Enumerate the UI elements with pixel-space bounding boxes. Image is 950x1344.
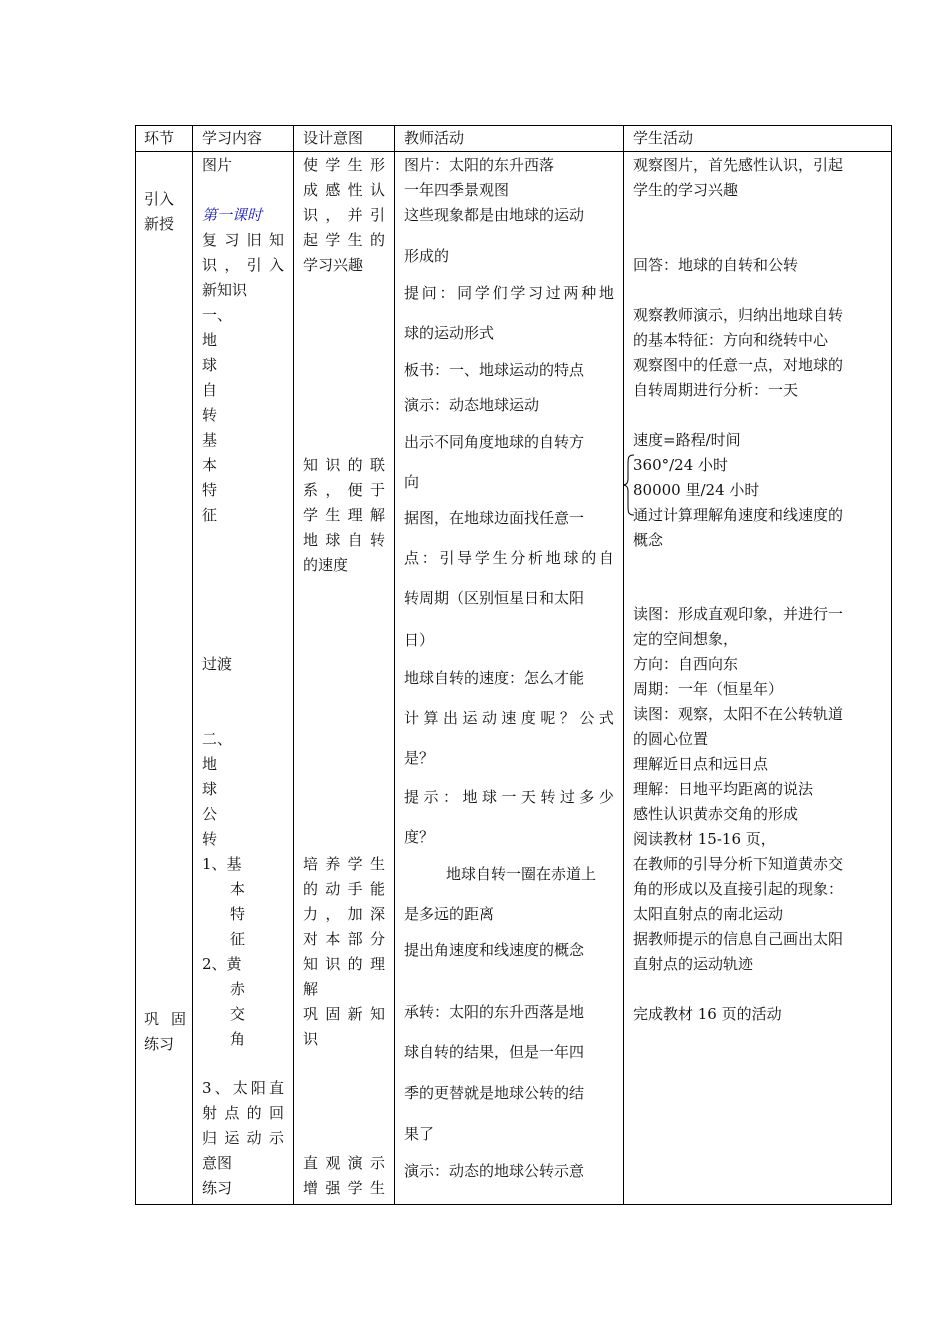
column-divider [192, 126, 193, 1204]
cell-text-line: 完成教材 16 页的活动 [633, 1005, 782, 1023]
cell-text-line: 果了 [404, 1125, 435, 1143]
cell-text-line: 计 算 出 运 动 速 度 呢 ？ 公 式 [404, 709, 614, 727]
lesson-plan-table [135, 125, 892, 1205]
column-divider [623, 126, 624, 1204]
cell-text-line: 回答：地球的自转和公转 [633, 256, 799, 274]
cell-text-line: 是多远的距离 [404, 905, 495, 923]
cell-text-line: 读图：观察，太阳不在公转轨道 [633, 705, 844, 723]
cell-text-line: 特 [202, 481, 218, 499]
cell-text-line: 感性认识黄赤交角的形成 [633, 805, 799, 823]
header-teacher: 教师活动 [404, 129, 465, 147]
cell-text-line: 季的更替就是地球公转的结 [404, 1084, 585, 1102]
cell-text-line: 地 球 自 转 [303, 531, 385, 549]
cell-text-line: 力 ， 加 深 [303, 905, 385, 923]
cell-text-line: 知 识 的 联 [303, 456, 385, 474]
cell-text-line: 使 学 生 形 [303, 156, 385, 174]
cell-text-line: 2、黄 [202, 955, 242, 973]
cell-text-line: 提出角速度和线速度的概念 [404, 941, 585, 959]
cell-text-line: 的 动 手 能 [303, 880, 385, 898]
cell-text-line: 的圆心位置 [633, 730, 709, 748]
cell-text-line: 的速度 [303, 556, 349, 574]
cell-text-line: 形成的 [404, 247, 450, 265]
cell-text-line: 新知识 [202, 281, 248, 299]
cell-text-line: 观察图片，首先感性认识，引起 [633, 156, 844, 174]
cell-text-line: 向 [404, 473, 420, 491]
cell-text-line: 角 [230, 1030, 246, 1048]
header-intent: 设计意图 [303, 129, 364, 147]
cell-text-line: 巩 固 新 知 [303, 1005, 385, 1023]
cell-text-line: 复 习 旧 知 [202, 231, 284, 249]
cell-text-line: 方向：自西向东 [633, 655, 739, 673]
cell-text-line: 赤 [230, 980, 246, 998]
stage-label: 巩 固 [144, 1010, 186, 1028]
cell-text-line: 自转周期进行分析：一天 [633, 381, 799, 399]
header-divider [136, 151, 891, 152]
cell-text-line: 度？ [404, 828, 435, 846]
cell-text-line: 自 [202, 381, 218, 399]
cell-text-line: 观察教师演示，归纳出地球自转 [633, 306, 844, 324]
cell-text-line: 这些现象都是由地球的运动 [404, 206, 585, 224]
cell-text-line: 球 [202, 780, 218, 798]
cell-text-line: 1、基 [202, 855, 242, 873]
cell-text-line: 地 [202, 331, 218, 349]
stage-label: 练习 [144, 1035, 175, 1053]
cell-text-line: 增 强 学 生 [303, 1179, 385, 1197]
cell-text-line: 太阳直射点的南北运动 [633, 905, 784, 923]
cell-text-line: 球自转的结果，但是一年四 [404, 1043, 585, 1061]
cell-text-line: 意图 [202, 1154, 233, 1172]
cell-text-line: 归 运 动 示 [202, 1129, 284, 1147]
header-stage: 环节 [144, 129, 175, 147]
cell-text-line: 承转：太阳的东升西落是地 [404, 1003, 585, 1021]
cell-text-line: 第一课时 [202, 206, 263, 224]
brace-icon [622, 454, 636, 516]
cell-text-line: 征 [202, 506, 218, 524]
cell-text-line: 地 [202, 755, 218, 773]
cell-text-line: 观察图中的任意一点，对地球的 [633, 356, 844, 374]
cell-text-line: 识 [303, 1030, 319, 1048]
cell-text-line: 阅读教材 15-16 页， [633, 830, 776, 848]
cell-text-line: 一、 [202, 306, 233, 324]
cell-text-line: 基 [202, 431, 218, 449]
cell-text-line: 交 [230, 1005, 246, 1023]
cell-text-line: 速度=路程/时间 [633, 431, 741, 449]
cell-text-line: 图片 [202, 156, 233, 174]
cell-text-line: 直射点的运动轨迹 [633, 955, 754, 973]
cell-text-line: 板书：一、地球运动的特点 [404, 361, 585, 379]
cell-text-line: 练习 [202, 1179, 233, 1197]
cell-text-line: 地球自转的速度：怎么才能 [404, 669, 585, 687]
cell-text-line: 80000 里/24 小时 [633, 481, 760, 499]
cell-text-line: 对 本 部 分 [303, 930, 385, 948]
cell-text-line: 周期：一年（恒星年） [633, 680, 784, 698]
cell-text-line: 出示不同角度地球的自转方 [404, 433, 585, 451]
cell-text-line: 提 示 ： 地 球 一 天 转 过 多 少 [404, 788, 614, 806]
cell-text-line: 在教师的引导分析下知道黄赤交 [633, 855, 844, 873]
cell-text-line: 系 ， 便 于 [303, 481, 385, 499]
cell-text-line: 据教师提示的信息自己画出太阳 [633, 930, 844, 948]
cell-text-line: 角的形成以及直接引起的现象： [633, 880, 844, 898]
cell-text-line: 培 养 学 生 [303, 855, 385, 873]
cell-text-line: 通过计算理解角速度和线速度的 [633, 506, 844, 524]
cell-text-line: 公 [202, 805, 218, 823]
column-divider [293, 126, 294, 1204]
header-student: 学生活动 [633, 129, 694, 147]
cell-text-line: 球 [202, 356, 218, 374]
cell-text-line: 本 [230, 880, 246, 898]
cell-text-line: 学 生 理 解 [303, 506, 385, 524]
cell-text-line: 征 [230, 930, 246, 948]
cell-text-line: 本 [202, 456, 218, 474]
cell-text-line: 二、 [202, 730, 233, 748]
cell-text-line: 一年四季景观图 [404, 181, 510, 199]
cell-text-line: 的基本特征：方向和绕转中心 [633, 331, 829, 349]
cell-text-line: 日） [404, 631, 435, 649]
cell-text-line: 是？ [404, 749, 435, 767]
cell-text-line: 读图：形成直观印象，并进行一 [633, 605, 844, 623]
cell-text-line: 地球自转一圈在赤道上 [446, 865, 597, 883]
cell-text-line: 特 [230, 905, 246, 923]
cell-text-line: 理解：日地平均距离的说法 [633, 780, 814, 798]
cell-text-line: 识 ， 并 引 [303, 206, 385, 224]
cell-text-line: 图片：太阳的东升西落 [404, 156, 555, 174]
cell-text-line: 转周期（区别恒星日和太阳 [404, 589, 585, 607]
cell-text-line: 据图，在地球边面找任意一 [404, 509, 585, 527]
cell-text-line: 知 识 的 理 [303, 955, 385, 973]
cell-text-line: 过渡 [202, 655, 233, 673]
cell-text-line: 提 问 ： 同 学 们 学 习 过 两 种 地 [404, 284, 614, 302]
cell-text-line: 解 [303, 980, 319, 998]
cell-text-line: 学生的学习兴趣 [633, 181, 739, 199]
cell-text-line: 概念 [633, 531, 664, 549]
column-divider [394, 126, 395, 1204]
cell-text-line: 演示：动态地球运动 [404, 396, 540, 414]
cell-text-line: 360°/24 小时 [633, 456, 729, 474]
cell-text-line: 学习兴趣 [303, 256, 364, 274]
cell-text-line: 转 [202, 830, 218, 848]
cell-text-line: 定的空间想象， [633, 630, 739, 648]
cell-text-line: 起 学 生 的 [303, 231, 385, 249]
cell-text-line: 球的运动形式 [404, 324, 495, 342]
cell-text-line: 直 观 演 示 [303, 1154, 385, 1172]
cell-text-line: 成 感 性 认 [303, 181, 385, 199]
cell-text-line: 3 、 太 阳 直 [202, 1079, 284, 1097]
cell-text-line: 识 ， 引 入 [202, 256, 284, 274]
cell-text-line: 演示：动态的地球公转示意 [404, 1162, 585, 1180]
cell-text-line: 点 ： 引 导 学 生 分 析 地 球 的 自 [404, 549, 614, 567]
stage-label: 引入 [144, 190, 175, 208]
cell-text-line: 转 [202, 406, 218, 424]
cell-text-line: 射 点 的 回 [202, 1104, 284, 1122]
header-content: 学习内容 [202, 129, 263, 147]
stage-label: 新授 [144, 215, 175, 233]
cell-text-line: 理解近日点和远日点 [633, 755, 769, 773]
